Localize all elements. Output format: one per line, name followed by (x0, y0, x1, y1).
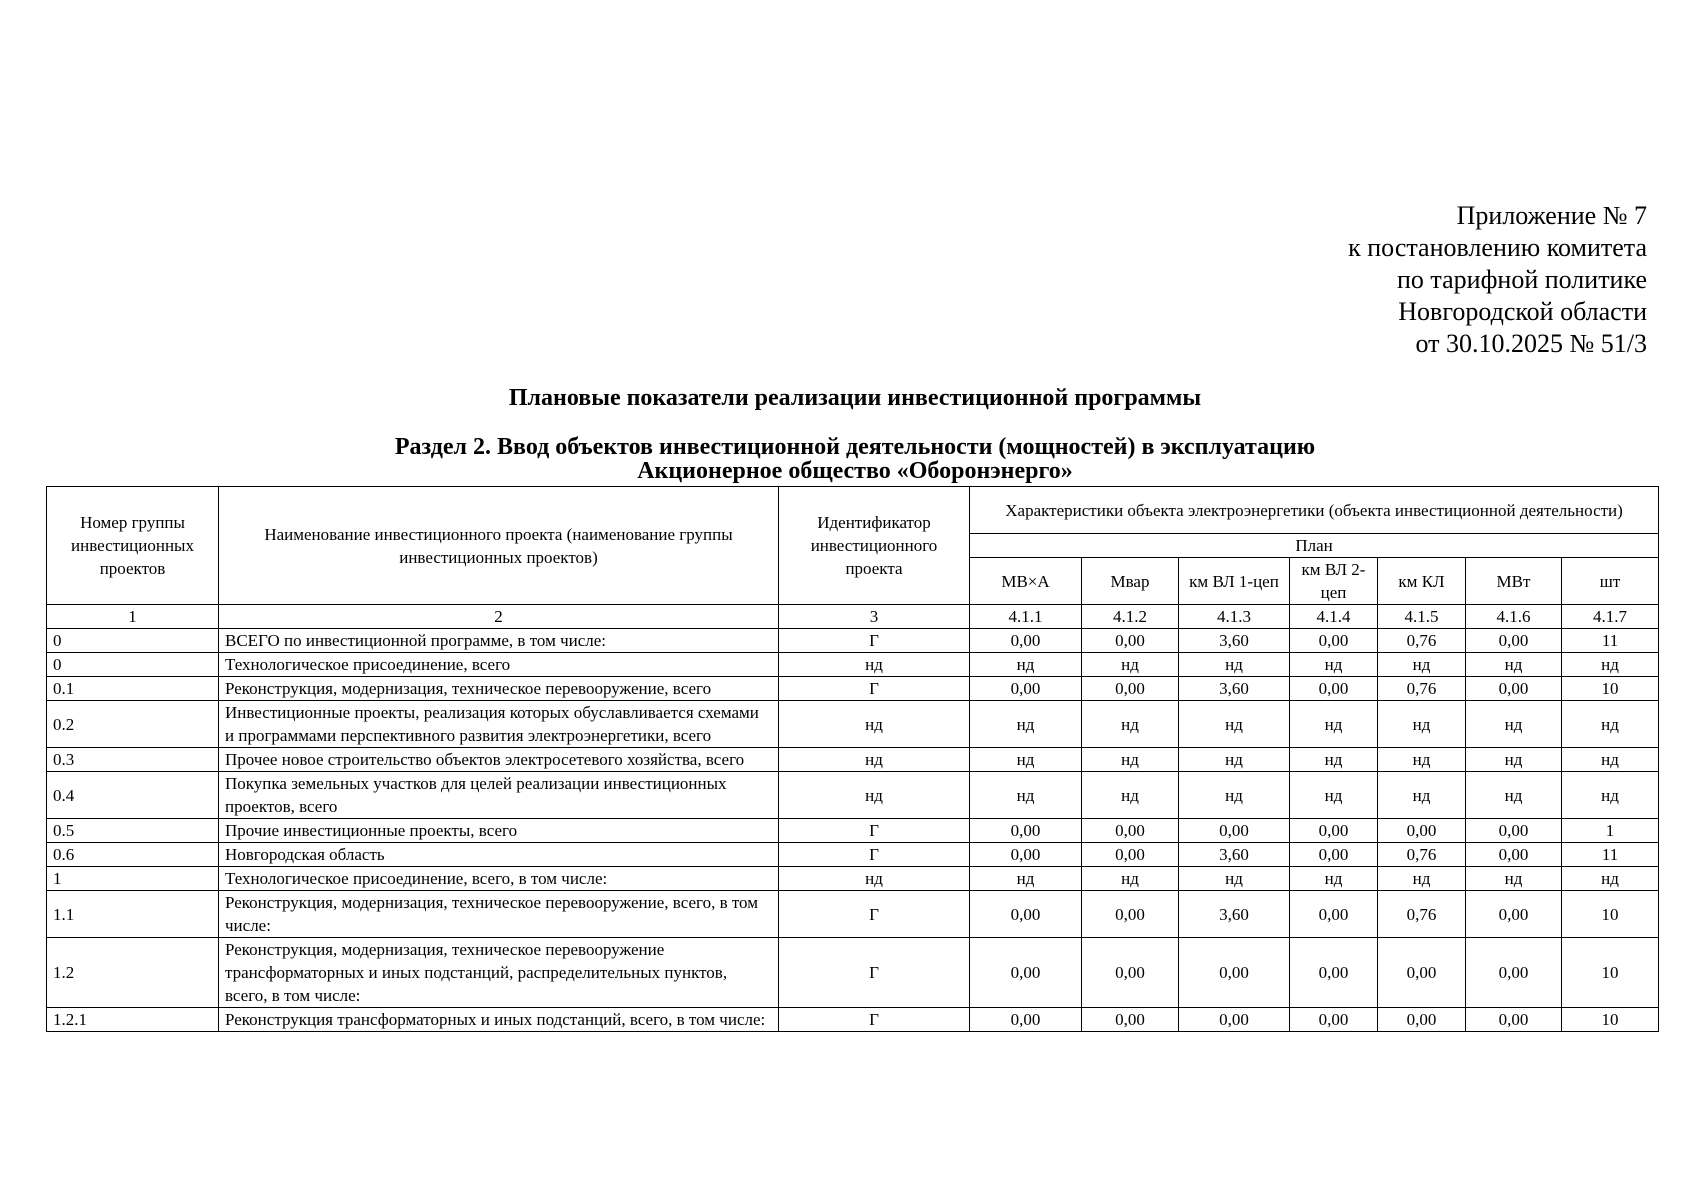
cell-project-name: Покупка земельных участков для целей реализации инвестиционных проектов, всего (219, 772, 779, 819)
cell-value: 0,00 (1378, 1008, 1466, 1032)
table-row (47, 653, 1659, 677)
cell-value: нд (1082, 701, 1179, 748)
cell-value: нд (1290, 748, 1378, 772)
cell-value: 0,00 (1290, 629, 1378, 653)
appendix-line-5: от 30.10.2025 № 51/3 (1415, 329, 1647, 358)
cell-value: 1 (1562, 819, 1659, 843)
table-row (47, 629, 1659, 653)
cell-value: 0,00 (1466, 891, 1562, 938)
header-unit: км ВЛ 1-цеп (1179, 558, 1290, 605)
cell-project-id: нд (779, 748, 970, 772)
column-number: 4.1.4 (1290, 605, 1378, 629)
cell-value: 0,76 (1378, 843, 1466, 867)
cell-value: нд (1378, 867, 1466, 891)
cell-value: нд (1378, 748, 1466, 772)
column-number: 4.1.6 (1466, 605, 1562, 629)
table-row (47, 867, 1659, 891)
cell-group-number: 1.2 (47, 938, 219, 1008)
column-numbers-row (47, 605, 1659, 629)
cell-value: нд (1378, 772, 1466, 819)
appendix-line-3: по тарифной политике (1397, 265, 1647, 294)
appendix-block (1348, 200, 1647, 360)
cell-project-id: Г (779, 891, 970, 938)
cell-value: 0,00 (1466, 819, 1562, 843)
cell-value: нд (1466, 867, 1562, 891)
table-body (47, 605, 1659, 1032)
cell-value: 0,00 (1082, 1008, 1179, 1032)
cell-value: 0,00 (1466, 1008, 1562, 1032)
cell-project-name: Инвестиционные проекты, реализация которых обуславливается схемами и программами перспективного развития электроэнергетики, всего (219, 701, 779, 748)
cell-value: нд (1466, 653, 1562, 677)
cell-project-id: нд (779, 653, 970, 677)
cell-value: 11 (1562, 629, 1659, 653)
cell-project-id: Г (779, 677, 970, 701)
table-row (47, 701, 1659, 748)
cell-value: 0,76 (1378, 677, 1466, 701)
cell-value: 10 (1562, 891, 1659, 938)
column-number: 1 (47, 605, 219, 629)
cell-value: нд (1290, 867, 1378, 891)
appendix-line-4: Новгородской области (1398, 297, 1647, 326)
cell-group-number: 0.5 (47, 819, 219, 843)
cell-group-number: 0.4 (47, 772, 219, 819)
cell-value: нд (1378, 653, 1466, 677)
cell-value: 0,00 (970, 629, 1082, 653)
cell-group-number: 1.1 (47, 891, 219, 938)
cell-value: 10 (1562, 1008, 1659, 1032)
cell-project-name: Реконструкция трансформаторных и иных подстанций, всего, в том числе: (219, 1008, 779, 1032)
cell-value: нд (1082, 772, 1179, 819)
cell-project-id: нд (779, 772, 970, 819)
cell-value: 3,60 (1179, 629, 1290, 653)
table-row (47, 772, 1659, 819)
column-number: 4.1.1 (970, 605, 1082, 629)
cell-value: 0,00 (1082, 938, 1179, 1008)
cell-value: нд (1466, 701, 1562, 748)
column-number: 2 (219, 605, 779, 629)
cell-value: 0,00 (970, 1008, 1082, 1032)
table-row (47, 748, 1659, 772)
cell-value: 0,00 (1290, 1008, 1378, 1032)
cell-group-number: 1 (47, 867, 219, 891)
cell-group-number: 0 (47, 653, 219, 677)
cell-value: 0,00 (1466, 843, 1562, 867)
header-unit: км КЛ (1378, 558, 1466, 605)
table-row (47, 819, 1659, 843)
cell-value: 0,76 (1378, 891, 1466, 938)
cell-value: 0,00 (1082, 843, 1179, 867)
column-number: 3 (779, 605, 970, 629)
cell-group-number: 0.6 (47, 843, 219, 867)
cell-value: нд (1562, 867, 1659, 891)
header-unit: шт (1562, 558, 1659, 605)
header-project-name: Наименование инвестиционного проекта (наименование группы инвестиционных проектов) (219, 487, 779, 605)
cell-project-id: Г (779, 629, 970, 653)
company-name: Акционерное общество «Оборонэнерго» (637, 458, 1073, 484)
cell-value: 0,00 (970, 843, 1082, 867)
cell-value: 0,00 (1082, 819, 1179, 843)
cell-project-name: Технологическое присоединение, всего (219, 653, 779, 677)
cell-value: нд (1290, 772, 1378, 819)
column-number: 4.1.2 (1082, 605, 1179, 629)
cell-value: нд (1179, 867, 1290, 891)
cell-group-number: 0.1 (47, 677, 219, 701)
cell-value: 3,60 (1179, 891, 1290, 938)
cell-value: нд (970, 748, 1082, 772)
document-title: Плановые показатели реализации инвестиционной программы (508, 385, 1202, 411)
cell-value: 11 (1562, 843, 1659, 867)
cell-value: 0,00 (970, 819, 1082, 843)
cell-value: нд (1082, 653, 1179, 677)
cell-project-name: Реконструкция, модернизация, техническое перевооружение, всего (219, 677, 779, 701)
cell-value: нд (1290, 701, 1378, 748)
header-project-id: Идентификатор инвестиционного проекта (779, 487, 970, 605)
header-unit: МВ×А (970, 558, 1082, 605)
cell-value: 0,00 (1378, 938, 1466, 1008)
cell-value: нд (970, 772, 1082, 819)
cell-value: 0,00 (1082, 629, 1179, 653)
column-number: 4.1.7 (1562, 605, 1659, 629)
cell-value: 0,00 (1466, 629, 1562, 653)
cell-project-name: Прочие инвестиционные проекты, всего (219, 819, 779, 843)
cell-value: 0,00 (970, 891, 1082, 938)
cell-value: 0,76 (1378, 629, 1466, 653)
cell-project-name: Прочее новое строительство объектов электросетевого хозяйства, всего (219, 748, 779, 772)
cell-value: нд (1179, 748, 1290, 772)
cell-value: нд (1290, 653, 1378, 677)
cell-value: 0,00 (1082, 891, 1179, 938)
cell-project-id: Г (779, 938, 970, 1008)
cell-value: 0,00 (1290, 843, 1378, 867)
cell-project-name: Реконструкция, модернизация, техническое перевооружение, всего, в том числе: (219, 891, 779, 938)
cell-value: нд (1082, 867, 1179, 891)
cell-value: нд (1562, 772, 1659, 819)
cell-value: 0,00 (1179, 819, 1290, 843)
indicators-table (46, 486, 1659, 1032)
table-header (47, 487, 1659, 605)
cell-group-number: 1.2.1 (47, 1008, 219, 1032)
cell-value: 0,00 (970, 677, 1082, 701)
cell-value: 0,00 (1378, 819, 1466, 843)
cell-project-id: нд (779, 701, 970, 748)
column-number: 4.1.3 (1179, 605, 1290, 629)
cell-project-id: Г (779, 843, 970, 867)
cell-project-name: Новгородская область (219, 843, 779, 867)
cell-group-number: 0 (47, 629, 219, 653)
header-group-number: Номер группы инвестиционных проектов (47, 487, 219, 605)
table-row (47, 677, 1659, 701)
cell-value: нд (1466, 748, 1562, 772)
cell-value: 0,00 (1290, 891, 1378, 938)
header-characteristics: Характеристики объекта электроэнергетики (объекта инвестиционной деятельности) (970, 487, 1659, 534)
cell-value: нд (1562, 653, 1659, 677)
cell-value: 0,00 (1466, 938, 1562, 1008)
section-title: Раздел 2. Ввод объектов инвестиционной деятельности (мощностей) в эксплуатацию (394, 434, 1316, 460)
table-row (47, 891, 1659, 938)
cell-project-name: Реконструкция, модернизация, техническое перевооружение трансформаторных и иных подстанций, распределительных пунктов, всего, в том числе: (219, 938, 779, 1008)
table-row (47, 1008, 1659, 1032)
cell-value: 0,00 (1082, 677, 1179, 701)
cell-project-name: Технологическое присоединение, всего, в том числе: (219, 867, 779, 891)
cell-value: 0,00 (1179, 1008, 1290, 1032)
cell-value: 10 (1562, 677, 1659, 701)
cell-value: нд (1082, 748, 1179, 772)
cell-value: нд (1378, 701, 1466, 748)
column-number: 4.1.5 (1378, 605, 1466, 629)
header-unit: МВт (1466, 558, 1562, 605)
table-row (47, 938, 1659, 1008)
cell-project-id: Г (779, 819, 970, 843)
cell-group-number: 0.2 (47, 701, 219, 748)
cell-value: 0,00 (1466, 677, 1562, 701)
cell-project-name: ВСЕГО по инвестиционной программе, в том числе: (219, 629, 779, 653)
cell-value: 0,00 (1290, 938, 1378, 1008)
cell-value: нд (1562, 701, 1659, 748)
cell-value: нд (970, 701, 1082, 748)
cell-project-id: нд (779, 867, 970, 891)
header-plan: План (970, 534, 1659, 558)
cell-value: 0,00 (1290, 819, 1378, 843)
cell-project-id: Г (779, 1008, 970, 1032)
header-unit: км ВЛ 2-цеп (1290, 558, 1378, 605)
cell-value: нд (1179, 772, 1290, 819)
cell-value: 0,00 (970, 938, 1082, 1008)
cell-group-number: 0.3 (47, 748, 219, 772)
cell-value: нд (1179, 701, 1290, 748)
table-row (47, 843, 1659, 867)
cell-value: нд (970, 867, 1082, 891)
cell-value: нд (970, 653, 1082, 677)
cell-value: нд (1179, 653, 1290, 677)
cell-value: 0,00 (1290, 677, 1378, 701)
header-unit: Мвар (1082, 558, 1179, 605)
cell-value: 3,60 (1179, 677, 1290, 701)
cell-value: 10 (1562, 938, 1659, 1008)
cell-value: 0,00 (1179, 938, 1290, 1008)
cell-value: нд (1466, 772, 1562, 819)
cell-value: нд (1562, 748, 1659, 772)
appendix-line-2: к постановлению комитета (1348, 233, 1647, 262)
cell-value: 3,60 (1179, 843, 1290, 867)
appendix-line-1: Приложение № 7 (1456, 201, 1647, 230)
